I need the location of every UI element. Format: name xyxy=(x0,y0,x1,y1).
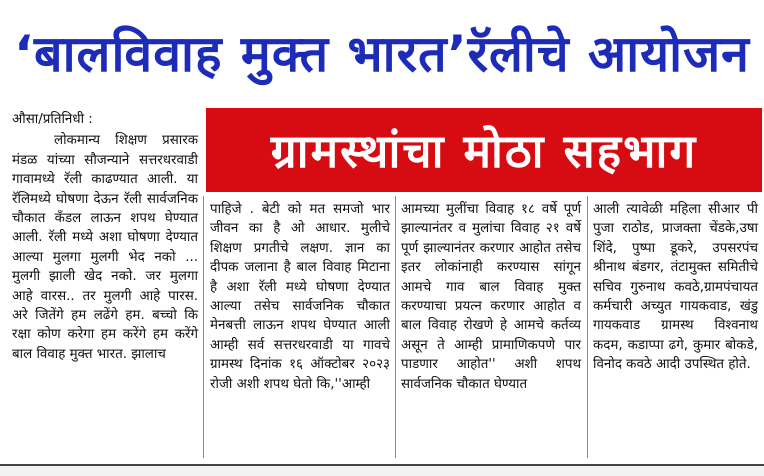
article-column-2 xyxy=(210,200,390,394)
dateline: औसा/प्रतिनिधी : xyxy=(12,112,93,127)
subheadline-banner xyxy=(206,108,762,192)
column-text: आमच्या मुलींचा विवाह १८ वर्षे पूर्ण झाल्यानंतर व मुलांचा विवाह २१ वर्षे पूर्ण झाल्यानंतर करणार आहोत तसेच इतर लोकांनाही करण्यास सांगून आमचे गाव बाल विवाह मुक्त करण्याचा प्रयत्न करणार आहोत व बाल विवाह रोखणे हे आमचे कर्तव्य असून ते आम्ही प्रामाणिकपणे पार पाडणार आहोत'' अशी शपथ सार्वजनिक चौकात घेण्यात xyxy=(401,202,581,392)
article-column-4 xyxy=(593,200,758,375)
article-column-3 xyxy=(401,200,581,394)
column-text: लोकमान्य शिक्षण प्रसारक मंडळ यांच्या सौजन्याने सत्तरधरवाडी गावामध्ये रॅली काढण्यात आली. या रॅलिमध्ये घोषणा देऊन रॅली सार्वजनिक चौकात कॅंडल लाऊन शपथ घेण्यात आली. रॅली मध्ये अशा घोषणा देण्यात आल्या मुलगा मुलगी भेद नको ... मुलगी झाली खेद नको. जर मुलगा आहे वारस.. तर मुलगी आहे पारस. अरे जितेंगे हम लढेंगे हम. बच्चो कि रक्षा कोण करेगा हम करेंगे हम करेंगे बाल विवाह मुक्त भारत. झालाच xyxy=(12,133,198,362)
column-text: आली त्यावेळी महिला सीआर पी पुजा राठोड, प्राजक्ता चेंडके,उषा शिंदे, पुष्पा डूकरे, उपसरपंच श्रीनाथ बंडगर, तंटामुक्त समितीचे सचिव गुरुनाथ कवठे,ग्रामपंचायत कर्मचारी अच्युत गायकवाड, खंडु गायकवाड ग्रामस्थ विश्वनाथ कदम, कडाप्पा ढगे, कुमार बोकडे, विनोद कवठे आदी उपस्थित होते. xyxy=(593,202,758,373)
article-column-1 xyxy=(12,110,198,364)
headline: ‘बालविवाह मुक्त भारत’रॅलीचे आयोजन xyxy=(14,25,750,83)
subheadline: ग्रामस्थांचा मोठा सहभाग xyxy=(270,124,698,178)
column-text: पाहिजे . बेटी को मत समजो भार जीवन का है ओ आधार. मुलीचे शिक्षण प्रगतीचे लक्षण. ज्ञान का दीपक जलाना है बाल विवाह मिटाना है अशा रॅली मध्ये घोषणा देण्यात आल्या तसेच सार्वजनिक चौकात मेनबत्ती लाऊन शपथ घेण्यात आली आम्ही सर्व सत्तरधरवाडी या गावचे ग्रामस्थ दिनांक १६ ऑक्टोबर २०२३ रोजी अशी शपथ घेतो कि,''आम्ही xyxy=(210,202,390,392)
headline-area xyxy=(0,0,764,104)
page-edge xyxy=(0,466,764,476)
column-divider xyxy=(395,196,396,458)
column-divider xyxy=(203,196,204,458)
column-divider xyxy=(587,196,588,458)
